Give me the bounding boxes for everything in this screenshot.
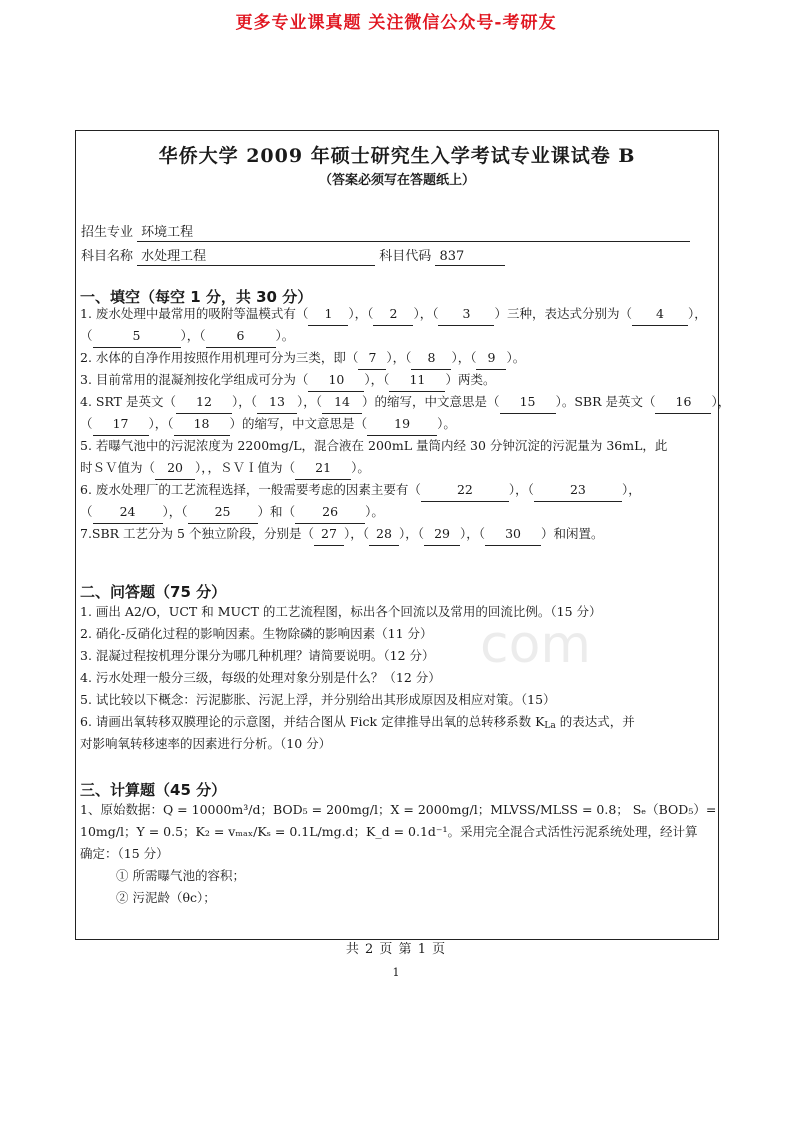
fill-q5-line2: 时ＳＶ值为（ 20 ），，ＳＶＩ值为（ 21 ）。 <box>80 457 370 480</box>
fill-q3: 3. 目前常用的混凝剂按化学组成可分为（ 10 ），（ 11 ）两类。 <box>80 369 495 392</box>
fill-q4-line2: （ 17 ），（ 18 ）的缩写，中文意思是（ 19 ）。 <box>80 413 456 436</box>
calc-item1: ① 所需曝气池的容积； <box>116 868 245 883</box>
fill-q2: 2. 水体的自净作用按照作用机理可分为三类，即（ 7 ），（ 8 ），（ 9 ）。 <box>80 347 525 370</box>
page-footer: 共 2 页 第 1 页 <box>345 942 447 957</box>
exam-title: 华侨大学 2009 年硕士研究生入学考试专业课试卷 B <box>158 145 636 167</box>
subject-label: 科目名称 <box>81 249 134 264</box>
section3-heading: 三、计算题（45 分） <box>80 781 227 799</box>
major-label: 招生专业 <box>81 225 134 240</box>
calc-q1-line2: 10mg/l；Y = 0.5；K₂ = vₘₐₓ/Kₛ = 0.1L/mg.d；K_d = 0.1d⁻¹。采用完全混合式活性污泥系统处理，经计算 <box>80 824 698 839</box>
essay-q2: 2. 硝化-反硝化过程的影响因素。生物除磷的影响因素（11 分） <box>80 626 433 641</box>
essay-q3: 3. 混凝过程按机理分课分为哪几种机理？请简要说明。（12 分） <box>80 648 435 663</box>
major-value: 环境工程 <box>137 221 690 242</box>
essay-q6-line1: 6. 请画出氧转移双膜理论的示意图，并结合图从 Fick 定律推导出氧的总转移系数 $K_{La}$ 的表达式，并 <box>80 714 635 731</box>
section2-heading: 二、问答题（75 分） <box>80 583 227 601</box>
fill-q4-line1: 4. SRT 是英文（ 12 ），（ 13 ），（ 14 ）的缩写，中文意思是（ 15 ）。SBR 是英文（ 16 ）， <box>80 391 730 414</box>
essay-q5: 5. 试比较以下概念：污泥膨胀、污泥上浮，并分别给出其形成原因及相应对策。（15） <box>80 692 556 707</box>
essay-q6-line2: 对影响氧转移速率的因素进行分析。（10 分） <box>80 736 332 751</box>
fill-q5-line1: 5. 若曝气池中的污泥浓度为 2200mg/L，混合液在 200mL 量筒内经 30 分钟沉淀的污泥量为 36mL，此 <box>80 438 668 453</box>
promo-banner: 更多专业课真题 关注微信公众号-考研友 <box>235 13 557 33</box>
calc-q1-line3: 确定：（15 分） <box>80 846 169 861</box>
fill-q1-line2: （ 5 ），（ 6 ）。 <box>80 325 294 348</box>
exam-paper <box>75 130 731 940</box>
fill-q6-line2: （ 24 ），（ 25 ）和（ 26 ）。 <box>80 501 384 524</box>
exam-subtitle: （答案必须写在答题纸上） <box>318 173 475 188</box>
watermark: com <box>480 615 592 675</box>
subject-row <box>81 245 505 266</box>
code-label: 科目代码 <box>379 249 432 264</box>
page-number: 1 <box>392 966 400 979</box>
calc-q1-line1: 1、原始数据：Q = 10000m³/d；BOD₅ = 200mg/l；X = 2000mg/l；MLVSS/MLSS = 0.8； Sₑ（BOD₅）= <box>80 802 717 817</box>
subject-value: 水处理工程 <box>137 245 375 266</box>
fill-q1-line1: 1. 废水处理中最常用的吸附等温模式有（ 1 ），（ 2 ），（ 3 ）三种，表达式分别为（ 4 ）， <box>80 303 707 326</box>
calc-item2: ② 污泥龄（θc）； <box>116 890 216 905</box>
section1-heading: 一、填空（每空 1 分，共 30 分） <box>80 288 313 306</box>
code-value: 837 <box>435 249 505 266</box>
essay-q1: 1. 画出 A2/O，UCT 和 MUCT 的工艺流程图，标出各个回流以及常用的回流比例。（15 分） <box>80 604 602 619</box>
essay-q4: 4. 污水处理一般分三级，每级的处理对象分别是什么？（12 分） <box>80 670 441 685</box>
major-row <box>81 221 690 242</box>
fill-q7: 7.SBR 工艺分为 5 个独立阶段，分别是（ 27 ），（ 28 ），（ 29 ），（ 30 ）和闲置。 <box>80 523 604 546</box>
fill-q6-line1: 6. 废水处理厂的工艺流程选择，一般需要考虑的因素主要有（ 22 ），（ 23 ）， <box>80 479 641 502</box>
